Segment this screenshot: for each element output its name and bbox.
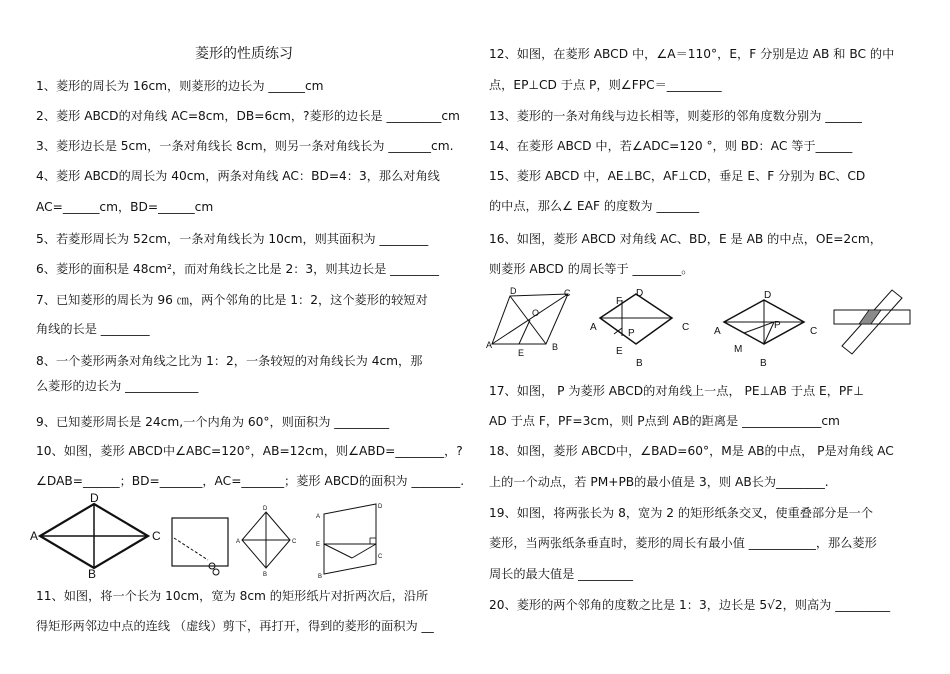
question-7-line-1: 7、已知菱形的周长为 96 ㎝，两个邻角的比是 1：2，这个菱形的较短对 bbox=[36, 293, 428, 307]
label-O: O bbox=[532, 308, 540, 318]
label-D: D bbox=[636, 288, 644, 299]
figure-q11-folded-paper bbox=[170, 516, 232, 576]
question-18-line-1: 18、如图，菱形 ABCD中，∠BAD=60°，M是 AB的中点， P是对角线 AC bbox=[489, 444, 894, 458]
label-C: C bbox=[682, 322, 690, 333]
figure-small-rhombus bbox=[238, 506, 298, 578]
question-4-line-2: AC=______cm，BD=______cm bbox=[36, 200, 214, 214]
label-B: B bbox=[318, 574, 323, 580]
label-A: A bbox=[714, 326, 721, 337]
label-C: C bbox=[292, 539, 297, 545]
label-A: A bbox=[486, 340, 493, 350]
question-9: 9、已知菱形周长是 24cm,一个内角为 60°，则面积为 _________ bbox=[36, 415, 390, 429]
question-4-line-1: 4、菱形 ABCD的周长为 40cm，两条对角线 AC：BD=4：3，那么对角线 bbox=[36, 169, 440, 183]
question-19-line-1: 19、如图，将两张长为 8，宽为 2 的矩形纸条交叉，使重叠部分是一个 bbox=[489, 506, 873, 520]
label-B: B bbox=[88, 567, 97, 581]
label-F: F bbox=[616, 296, 623, 307]
label-A: A bbox=[590, 322, 597, 333]
label-M: M bbox=[734, 344, 743, 355]
question-14: 14、在菱形 ABCD 中，若∠ADC=120 °，则 BD：AC 等于______ bbox=[489, 139, 853, 153]
label-C: C bbox=[564, 288, 571, 298]
question-18-line-2: 上的一个动点，若 PM+PB的最小值是 3，则 AB长为________. bbox=[489, 475, 829, 489]
label-A: A bbox=[30, 529, 39, 543]
question-5: 5、若菱形周长为 52cm，一条对角线长为 10cm，则其面积为 ________ bbox=[36, 232, 429, 246]
label-C: C bbox=[810, 326, 818, 337]
figure-q11-rhombus bbox=[312, 500, 392, 580]
question-12-line-2: 点，EP⊥CD 于点 P，则∠FPC＝_________ bbox=[489, 78, 722, 92]
label-D: D bbox=[90, 491, 99, 505]
label-C: C bbox=[152, 529, 161, 543]
question-20: 20、菱形的两个邻角的度数之比是 1：3，边长是 5√2，则高为 _________ bbox=[489, 598, 891, 612]
label-B: B bbox=[760, 358, 767, 369]
figure-q19-crossed-strips bbox=[832, 288, 914, 356]
question-17-line-2: AD 于点 F，PF=3cm，则 P点到 AB的距离是 _____________cm bbox=[489, 414, 840, 428]
label-D: D bbox=[510, 286, 517, 296]
question-15-line-2: 的中点，那么∠ EAF 的度数为 _______ bbox=[489, 199, 700, 213]
question-16-line-2: 则菱形 ABCD 的周长等于 ________。 bbox=[489, 262, 694, 276]
label-B: B bbox=[636, 358, 643, 369]
question-10-line-1: 10、如图，菱形 ABCD中∠ABC=120°，AB=12cm，则∠ABD=________，? bbox=[36, 444, 463, 458]
question-8-line-2: 么菱形的边长为 ____________ bbox=[36, 379, 199, 393]
question-8-line-1: 8、一个菱形两条对角线之比为 1：2，一条较短的对角线长为 4cm，那 bbox=[36, 354, 423, 368]
label-D: D bbox=[764, 290, 772, 301]
question-12-line-1: 12、如图，在菱形 ABCD 中，∠A＝110°，E，F 分别是边 AB 和 BC 的中 bbox=[489, 47, 895, 61]
figure-q18-rhombus bbox=[712, 288, 827, 368]
question-11-line-2: 得矩形两邻边中点的连线 （虚线）剪下，再打开，得到的菱形的面积为 __ bbox=[36, 619, 434, 633]
label-P: P bbox=[628, 328, 635, 339]
label-A: A bbox=[316, 514, 321, 520]
label-A: A bbox=[236, 539, 241, 545]
label-E: E bbox=[518, 348, 525, 358]
question-6: 6、菱形的面积是 48cm²，而对角线长之比是 2：3，则其边长是 ________ bbox=[36, 262, 439, 276]
question-19-line-3: 周长的最大值是 _________ bbox=[489, 567, 634, 581]
question-7-line-2: 角线的长是 ________ bbox=[36, 322, 150, 336]
figure-q10-rhombus bbox=[30, 491, 166, 581]
label-B: B bbox=[552, 342, 559, 352]
question-16-line-1: 16、如图，菱形 ABCD 对角线 AC、BD，E 是 AB 的中点，OE=2cm， bbox=[489, 232, 882, 246]
question-13: 13、菱形的一条对角线与边长相等，则菱形的邻角度数分别为 ______ bbox=[489, 109, 862, 123]
label-C: C bbox=[378, 554, 383, 560]
figure-q16-rhombus bbox=[486, 288, 574, 356]
page-title: 菱形的性质练习 bbox=[195, 46, 293, 62]
label-E: E bbox=[616, 346, 623, 357]
question-17-line-1: 17、如图， P 为菱形 ABCD的对角线上一点， PE⊥AB 于点 E，PF⊥ bbox=[489, 384, 864, 398]
figure-q17-rhombus bbox=[592, 288, 702, 368]
question-11-line-1: 11、如图，将一个长为 10cm，宽为 8cm 的矩形纸片对折两次后，沿所 bbox=[36, 589, 429, 603]
question-2: 2、菱形 ABCD的对角线 AC=8cm，DB=6cm，?菱形的边长是 _________cm bbox=[36, 109, 460, 123]
question-1: 1、菱形的周长为 16cm，则菱形的边长为 ______cm bbox=[36, 79, 324, 93]
question-19-line-2: 菱形，当两张纸条垂直时，菱形的周长有最小值 ___________，那么菱形 bbox=[489, 536, 877, 550]
question-10-line-2: ∠DAB=______；BD=_______，AC=_______；菱形 ABCD的面积为 ________. bbox=[36, 474, 465, 488]
label-B: B bbox=[263, 572, 268, 578]
label-D: D bbox=[378, 504, 383, 510]
label-P: P bbox=[774, 320, 781, 331]
label-E: E bbox=[316, 542, 321, 548]
question-15-line-1: 15、菱形 ABCD 中，AE⊥BC，AF⊥CD，垂足 E、F 分别为 BC、CD bbox=[489, 169, 866, 183]
question-3: 3、菱形边长是 5cm，一条对角线长 8cm，则另一条对角线长为 _______cm. bbox=[36, 139, 454, 153]
label-D: D bbox=[263, 506, 268, 512]
